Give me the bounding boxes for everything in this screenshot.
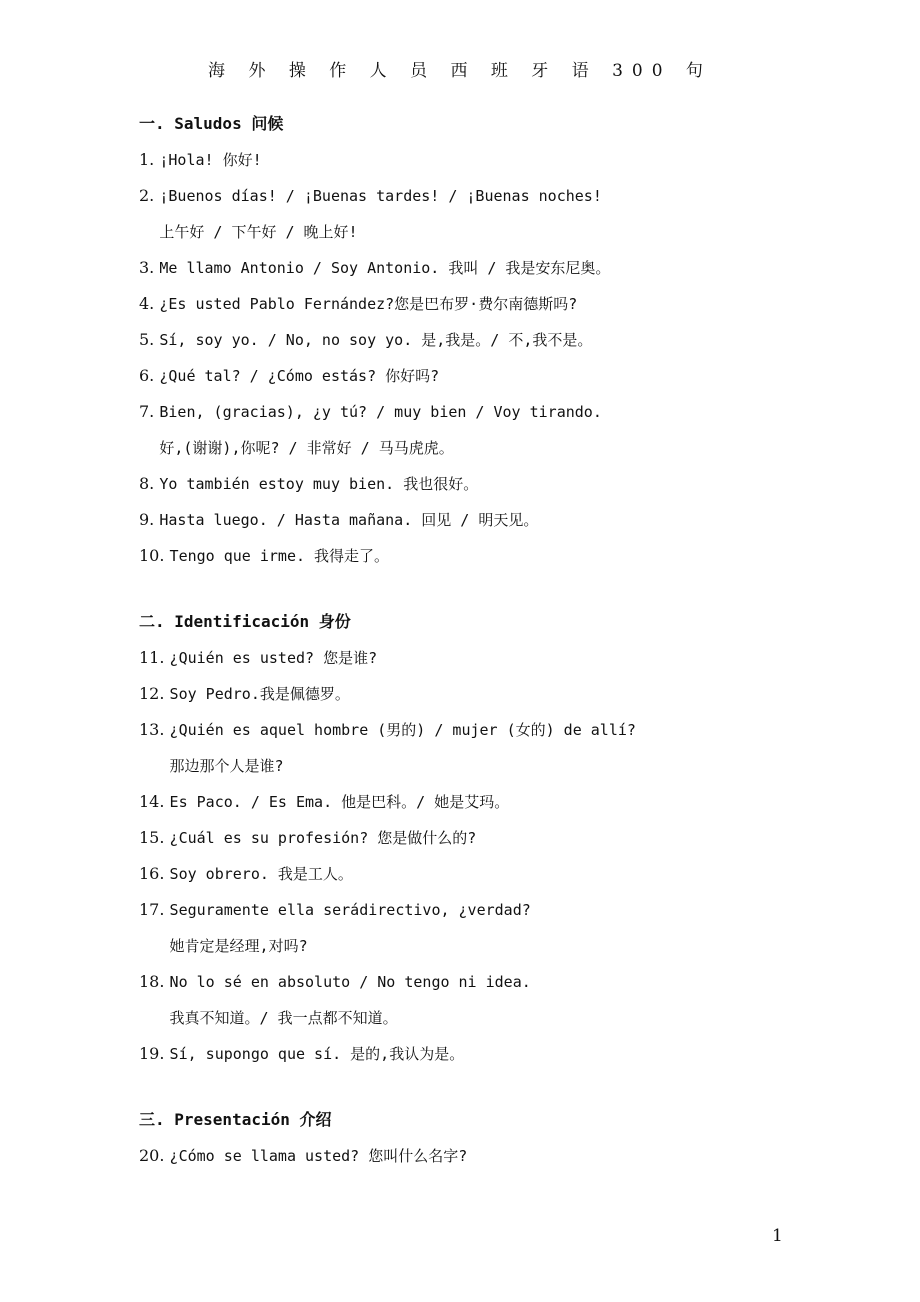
item-number: 7. (139, 402, 155, 421)
item-text: Sí, supongo que sí. 是的,我认为是。 (169, 1045, 465, 1063)
item-number: 17. (139, 900, 165, 919)
item-translation: 她肯定是经理,对吗? (169, 937, 308, 955)
section-heading: 二. Identificación 身份 (139, 612, 351, 631)
item-translation: 上午好 / 下午好 / 晚上好! (159, 223, 358, 241)
list-item (139, 538, 839, 574)
item-text: Sí, soy yo. / No, no soy yo. 是,我是。/ 不,我不是。 (159, 331, 593, 349)
section-heading: 三. Presentación 介绍 (139, 1110, 332, 1129)
item-number: 9. (139, 510, 155, 529)
item-translation: 那边那个人是谁? (169, 757, 284, 775)
section-heading: 一. Saludos 问候 (139, 114, 284, 133)
item-text: Soy Pedro.我是佩德罗。 (169, 685, 350, 703)
item-number: 3. (139, 258, 155, 277)
item-text: ¡Hola! 你好! (159, 151, 262, 169)
item-number: 19. (139, 1044, 165, 1063)
list-item (139, 820, 839, 856)
item-text: Soy obrero. 我是工人。 (169, 865, 353, 883)
item-translation: 好,(谢谢),你呢? / 非常好 / 马马虎虎。 (159, 439, 454, 457)
item-text: ¿Cuál es su profesión? 您是做什么的? (169, 829, 477, 847)
list-item (139, 964, 839, 1036)
list-item (139, 502, 839, 538)
list-item (139, 640, 839, 676)
item-number: 8. (139, 474, 155, 493)
item-number: 6. (139, 366, 155, 385)
phrase-list (139, 106, 839, 1174)
item-text: ¿Cómo se llama usted? 您叫什么名字? (169, 1147, 468, 1165)
list-item (139, 286, 839, 322)
list-item (139, 1138, 839, 1174)
item-number: 5. (139, 330, 155, 349)
list-item (139, 676, 839, 712)
item-text: No lo sé en absoluto / No tengo ni idea. (169, 973, 531, 991)
list-item (139, 466, 839, 502)
list-item (139, 394, 839, 466)
list-item (139, 712, 839, 784)
section-identificacion (139, 604, 839, 1072)
item-text: Yo también estoy muy bien. 我也很好。 (159, 475, 479, 493)
list-item (139, 358, 839, 394)
list-item (139, 250, 839, 286)
item-number: 4. (139, 294, 155, 313)
item-number: 15. (139, 828, 165, 847)
list-item (139, 892, 839, 964)
item-number: 18. (139, 972, 165, 991)
item-text: ¿Quién es aquel hombre (男的) / mujer (女的) de allí? (169, 721, 636, 739)
list-item (139, 178, 839, 250)
list-item (139, 142, 839, 178)
item-number: 10. (139, 546, 165, 565)
item-number: 20. (139, 1146, 165, 1165)
item-number: 2. (139, 186, 155, 205)
item-text: Es Paco. / Es Ema. 他是巴科。/ 她是艾玛。 (169, 793, 510, 811)
page-title: 海 外 操 作 人 员 西 班 牙 语 300 句 (208, 61, 712, 81)
item-text: ¿Qué tal? / ¿Cómo estás? 你好吗? (159, 367, 440, 385)
item-text: Hasta luego. / Hasta mañana. 回见 / 明天见。 (159, 511, 539, 529)
section-presentacion (139, 1102, 839, 1174)
item-text: Tengo que irme. 我得走了。 (169, 547, 390, 565)
section-saludos (139, 106, 839, 574)
item-text: Bien, (gracias), ¿y tú? / muy bien / Voy tirando. (159, 403, 602, 421)
item-text: Seguramente ella serádirectivo, ¿verdad? (169, 901, 531, 919)
item-number: 12. (139, 684, 165, 703)
item-text: ¡Buenos días! / ¡Buenas tardes! / ¡Buenas noches! (159, 187, 602, 205)
item-number: 1. (139, 150, 155, 169)
item-text: ¿Es usted Pablo Fernández?您是巴布罗·费尔南德斯吗? (159, 295, 578, 313)
item-number: 13. (139, 720, 165, 739)
list-item (139, 1036, 839, 1072)
page-number: 1 (772, 1226, 783, 1246)
list-item (139, 322, 839, 358)
list-item (139, 856, 839, 892)
item-number: 11. (139, 648, 165, 667)
item-text: ¿Quién es usted? 您是谁? (169, 649, 378, 667)
item-translation: 我真不知道。/ 我一点都不知道。 (169, 1009, 398, 1027)
list-item (139, 784, 839, 820)
item-number: 16. (139, 864, 165, 883)
item-number: 14. (139, 792, 165, 811)
item-text: Me llamo Antonio / Soy Antonio. 我叫 / 我是安东尼奥。 (159, 259, 611, 277)
